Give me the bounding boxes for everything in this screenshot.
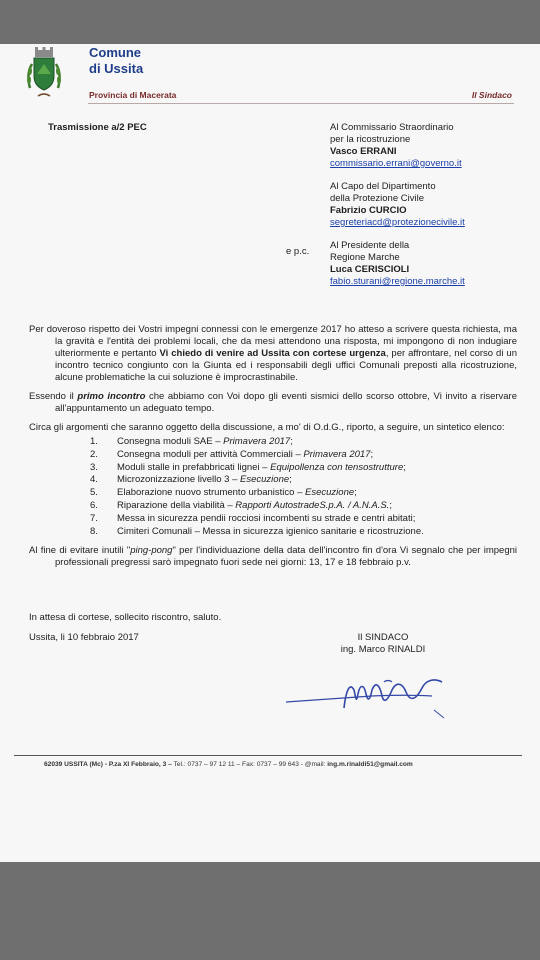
italic-text: Primavera 2017 [303,448,371,460]
list-text [117,500,392,513]
emphasis-text: primo incontro [77,391,146,402]
signatory-name: ing. Marco RINALDI [340,644,426,655]
recipient-name: Luca CERISCIOLI [330,264,410,275]
footer-phone: Tel.: 0737 – 97 12 11 – Fax: 0737 – 99 643 [173,761,299,768]
recipient-line: Al Commissario Straordinario [330,122,454,133]
text-span: Essendo il [29,391,78,402]
text-span: ; [370,448,374,460]
handwritten-signature [284,660,454,724]
text-span: ; [403,461,406,473]
list-text [117,462,406,475]
agenda-list [29,436,517,538]
text-span: Riparazione della viabilità – [117,499,236,511]
footer-mail-label: - @mail: [300,761,326,768]
text-span: ; [290,436,293,447]
text-span: Per doveroso rispetto dei Vostri impegni connessi con le emergenze 2017 ho atteso a scrivere questa richiesta, ma la gravità e l'entità dei problemi locali, che da mesi attendono una risposta, mi impongono di non indugiare ulteriormente e pertanto [29,324,517,359]
text-span: ; [289,474,292,486]
recipient-commissario [330,122,465,170]
recipient-line: per la ricostruzione [330,134,411,145]
comune-line2: di Ussita [89,61,144,76]
footer-address: 62039 USSITA (Mc) - P.za XI Febbraio, 3 – [44,761,172,768]
header-divider [88,103,514,104]
place-date: Ussita, li 10 febbraio 2017 [29,632,139,643]
list-text [117,449,373,462]
signatory-block [328,632,438,656]
recipient-name: Fabrizio CURCIO [330,205,407,216]
recipients-block [330,122,465,299]
letter-body [29,324,517,576]
list-text [117,513,415,526]
list-text [117,436,293,449]
recipient-line: della Protezione Civile [330,193,424,204]
signatory-title: Il SINDACO [357,632,409,643]
footer-contacts [44,761,413,768]
provincia-label: Provincia di Macerata [89,90,177,100]
list-text [117,487,357,500]
text-span: " per l'individuazione della data dell'incontro fin d'ora Vi segnalo che per impegni professionali pregressi sarò impegnato fuori sede nei giorni: 13, 17 e 18 febbraio p.v. [55,545,517,569]
footer-mail[interactable]: ing.m.rinaldi51@gmail.com [327,761,413,768]
text-span: . [421,525,424,537]
list-number: 2. [90,448,98,460]
transmission-label: Trasmissione a/2 PEC [48,122,147,133]
text-span: Moduli stalle in prefabbricati lignei – [117,461,271,473]
text-span: , per affrontare, nel corso di un incontro tecnico congiunto con la Giunta ed i responsabili degli uffici Comunali preposti alla ricostruzione, alcune problematiche la cui soluzione è improcrastinabile. [55,348,517,383]
paragraph-request [29,324,517,384]
text-span: ; [389,499,392,511]
recipient-name: Vasco ERRANI [330,146,397,157]
list-item [29,449,517,462]
text-span: Cimiteri Comunali – Messa in sicurezza igienico sanitarie e ricostruzione [117,525,422,537]
recipient-line: Regione Marche [330,252,400,263]
footer-divider [14,755,522,756]
recipient-protezione-civile [330,181,465,229]
list-item [29,487,517,500]
list-item [29,474,517,487]
text-span: Consegna moduli per attività Commerciali – [117,448,304,460]
comune-name [89,45,143,77]
text-span: Al fine di evitare inutili " [29,545,131,557]
text-span: che abbiamo con Voi dopo gli eventi sismici dello scorso ottobre, Vi invito a riservare all'appuntamento un adeguato tempo. [55,391,517,414]
recipient-line: Al Presidente della [330,240,410,251]
text-span: Consegna moduli SAE – [117,436,224,447]
paragraph-first-meeting [29,391,517,415]
italic-text: Rapporti AutostradeS.p.A. / A.N.A.S. [235,499,390,511]
recipient-regione [330,240,465,288]
paragraph-agenda-intro: Circa gli argomenti che saranno oggetto della discussione, a mo' di O.d.G., riporto, a seguire, un sintetico elenco: [29,422,505,433]
list-number: 7. [90,512,98,524]
text-span: Messa in sicurezza pendii rocciosi incombenti su strade e centri abitati [117,512,413,524]
list-number: 8. [90,525,98,537]
list-number: 5. [90,487,98,499]
paragraph-ping-pong [29,545,517,569]
text-span: ; [354,487,357,499]
text-span: Elaborazione nuovo strumento urbanistico – [117,487,306,499]
list-text [117,474,292,487]
list-number: 1. [90,436,98,447]
comune-line1: Comune [89,45,141,60]
closing-line: In attesa di cortese, sollecito riscontro, saluto. [29,612,222,623]
list-text [117,526,424,539]
bottom-dark-band [0,862,540,960]
list-item [29,513,517,526]
list-item [29,462,517,475]
list-item [29,436,517,449]
sindaco-heading: Il Sindaco [471,90,512,100]
top-dark-band [0,0,540,44]
recipient-email-link[interactable]: segreteriacd@protezionecivile.it [330,217,465,228]
italic-text: Esecuzione [305,487,355,499]
text-span: ; [412,512,416,524]
recipient-email-link[interactable]: fabio.sturani@regione.marche.it [330,276,465,287]
list-item [29,526,517,539]
italic-text: Esecuzione [240,474,290,486]
municipal-crest-icon [24,44,64,102]
list-number: 4. [90,474,98,486]
recipient-email-link[interactable]: commissario.errani@governo.it [330,158,462,169]
list-item [29,500,517,513]
text-span: Microzonizzazione livello 3 – [117,474,241,486]
italic-text: ping-pong [130,545,173,557]
italic-text: Primavera 2017 [223,436,291,447]
list-number: 3. [90,461,98,473]
italic-text: Equipollenza con tensostrutture [270,461,404,473]
epc-label: e p.c. [286,246,310,257]
recipient-line: Al Capo del Dipartimento [330,181,436,192]
emphasis-text: Vi chiedo di venire ad Ussita con cortese urgenza [159,348,386,359]
list-number: 6. [90,499,98,511]
